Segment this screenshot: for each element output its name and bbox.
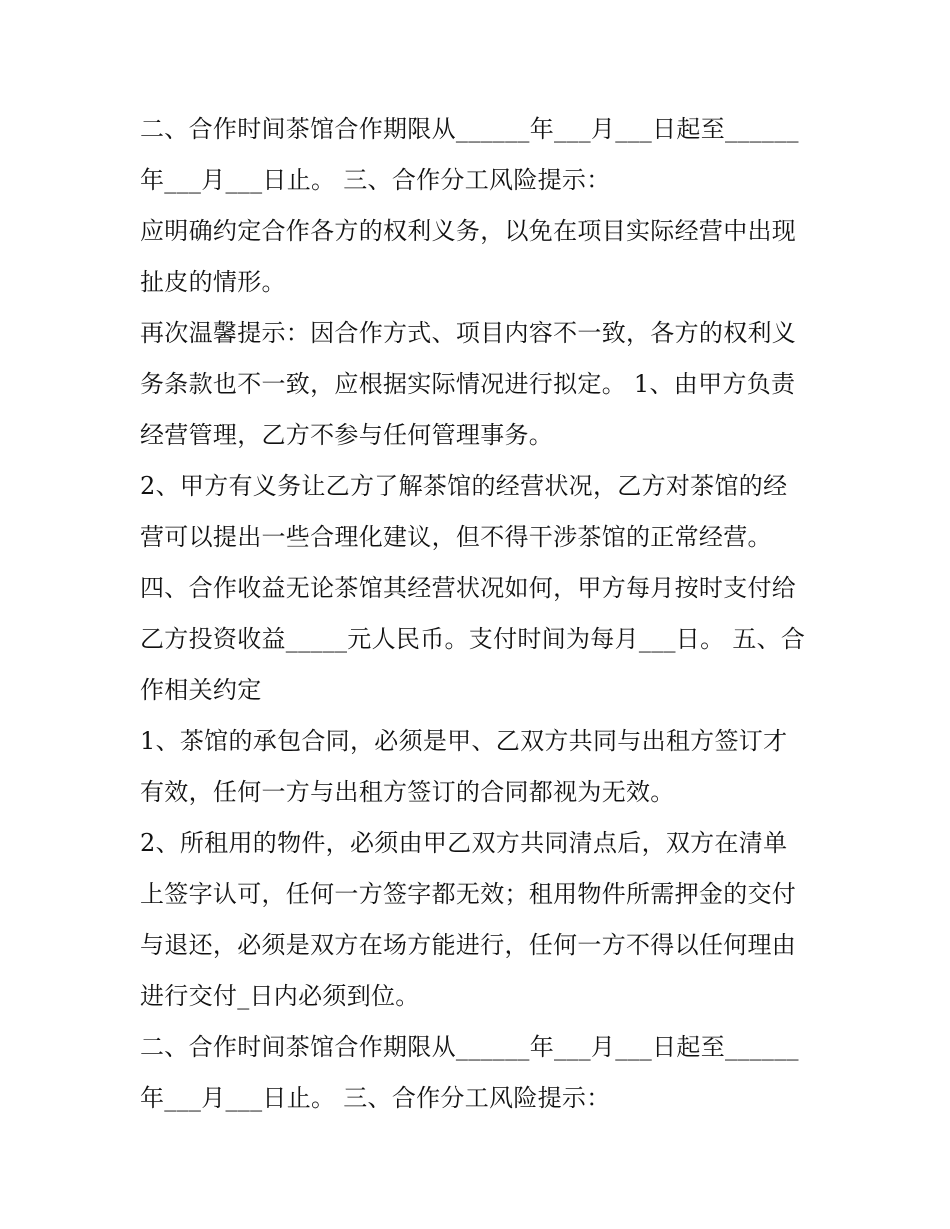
- text-line-14: 有效，任何一方与出租方签订的合同都视为无效。: [140, 778, 675, 806]
- text-line-9: 营可以提出一些合理化建议，但不得干涉茶馆的正常经营。: [140, 523, 772, 551]
- text-line-3: 应明确约定合作各方的权利义务，以免在项目实际经营中出现: [140, 217, 797, 245]
- text-line-5: 再次温馨提示：因合作方式、项目内容不一致，各方的权利义: [140, 319, 797, 347]
- text-line-7: 经营管理，乙方不参与任何管理事务。: [140, 421, 554, 449]
- text-line-8: 2、甲方有义务让乙方了解茶馆的经营状况，乙方对茶馆的经: [140, 472, 788, 500]
- text-line-16: 上签字认可，任何一方签字都无效；租用物件所需押金的交付: [140, 880, 797, 908]
- text-line-13: 1、茶馆的承包合同，必须是甲、乙双方共同与出租方签订才: [140, 727, 788, 755]
- text-line-11: 乙方投资收益_____元人民币。支付时间为每月___日。 五、合: [140, 625, 806, 653]
- text-line-6: 务条款也不一致，应根据实际情况进行拟定。 1、由甲方负责: [140, 370, 796, 398]
- text-line-10: 四、合作收益无论茶馆其经营状况如何，甲方每月按时支付给: [140, 574, 797, 602]
- text-line-1: 二、合作时间茶馆合作期限从______年___月___日起至______: [140, 115, 799, 143]
- text-line-15: 2、所租用的物件，必须由甲乙双方共同清点后，双方在清单: [140, 829, 788, 857]
- text-line-2: 年___月___日止。 三、合作分工风险提示：: [140, 166, 611, 194]
- document-body: [140, 104, 812, 1124]
- text-line-12: 作相关约定: [140, 676, 262, 704]
- text-line-18: 进行交付_日内必须到位。: [140, 982, 420, 1010]
- text-line-19: 二、合作时间茶馆合作期限从______年___月___日起至______: [140, 1033, 799, 1061]
- text-line-17: 与退还，必须是双方在场方能进行，任何一方不得以任何理由: [140, 931, 797, 959]
- text-line-4: 扯皮的情形。: [140, 268, 286, 296]
- text-line-20: 年___月___日止。 三、合作分工风险提示：: [140, 1084, 611, 1112]
